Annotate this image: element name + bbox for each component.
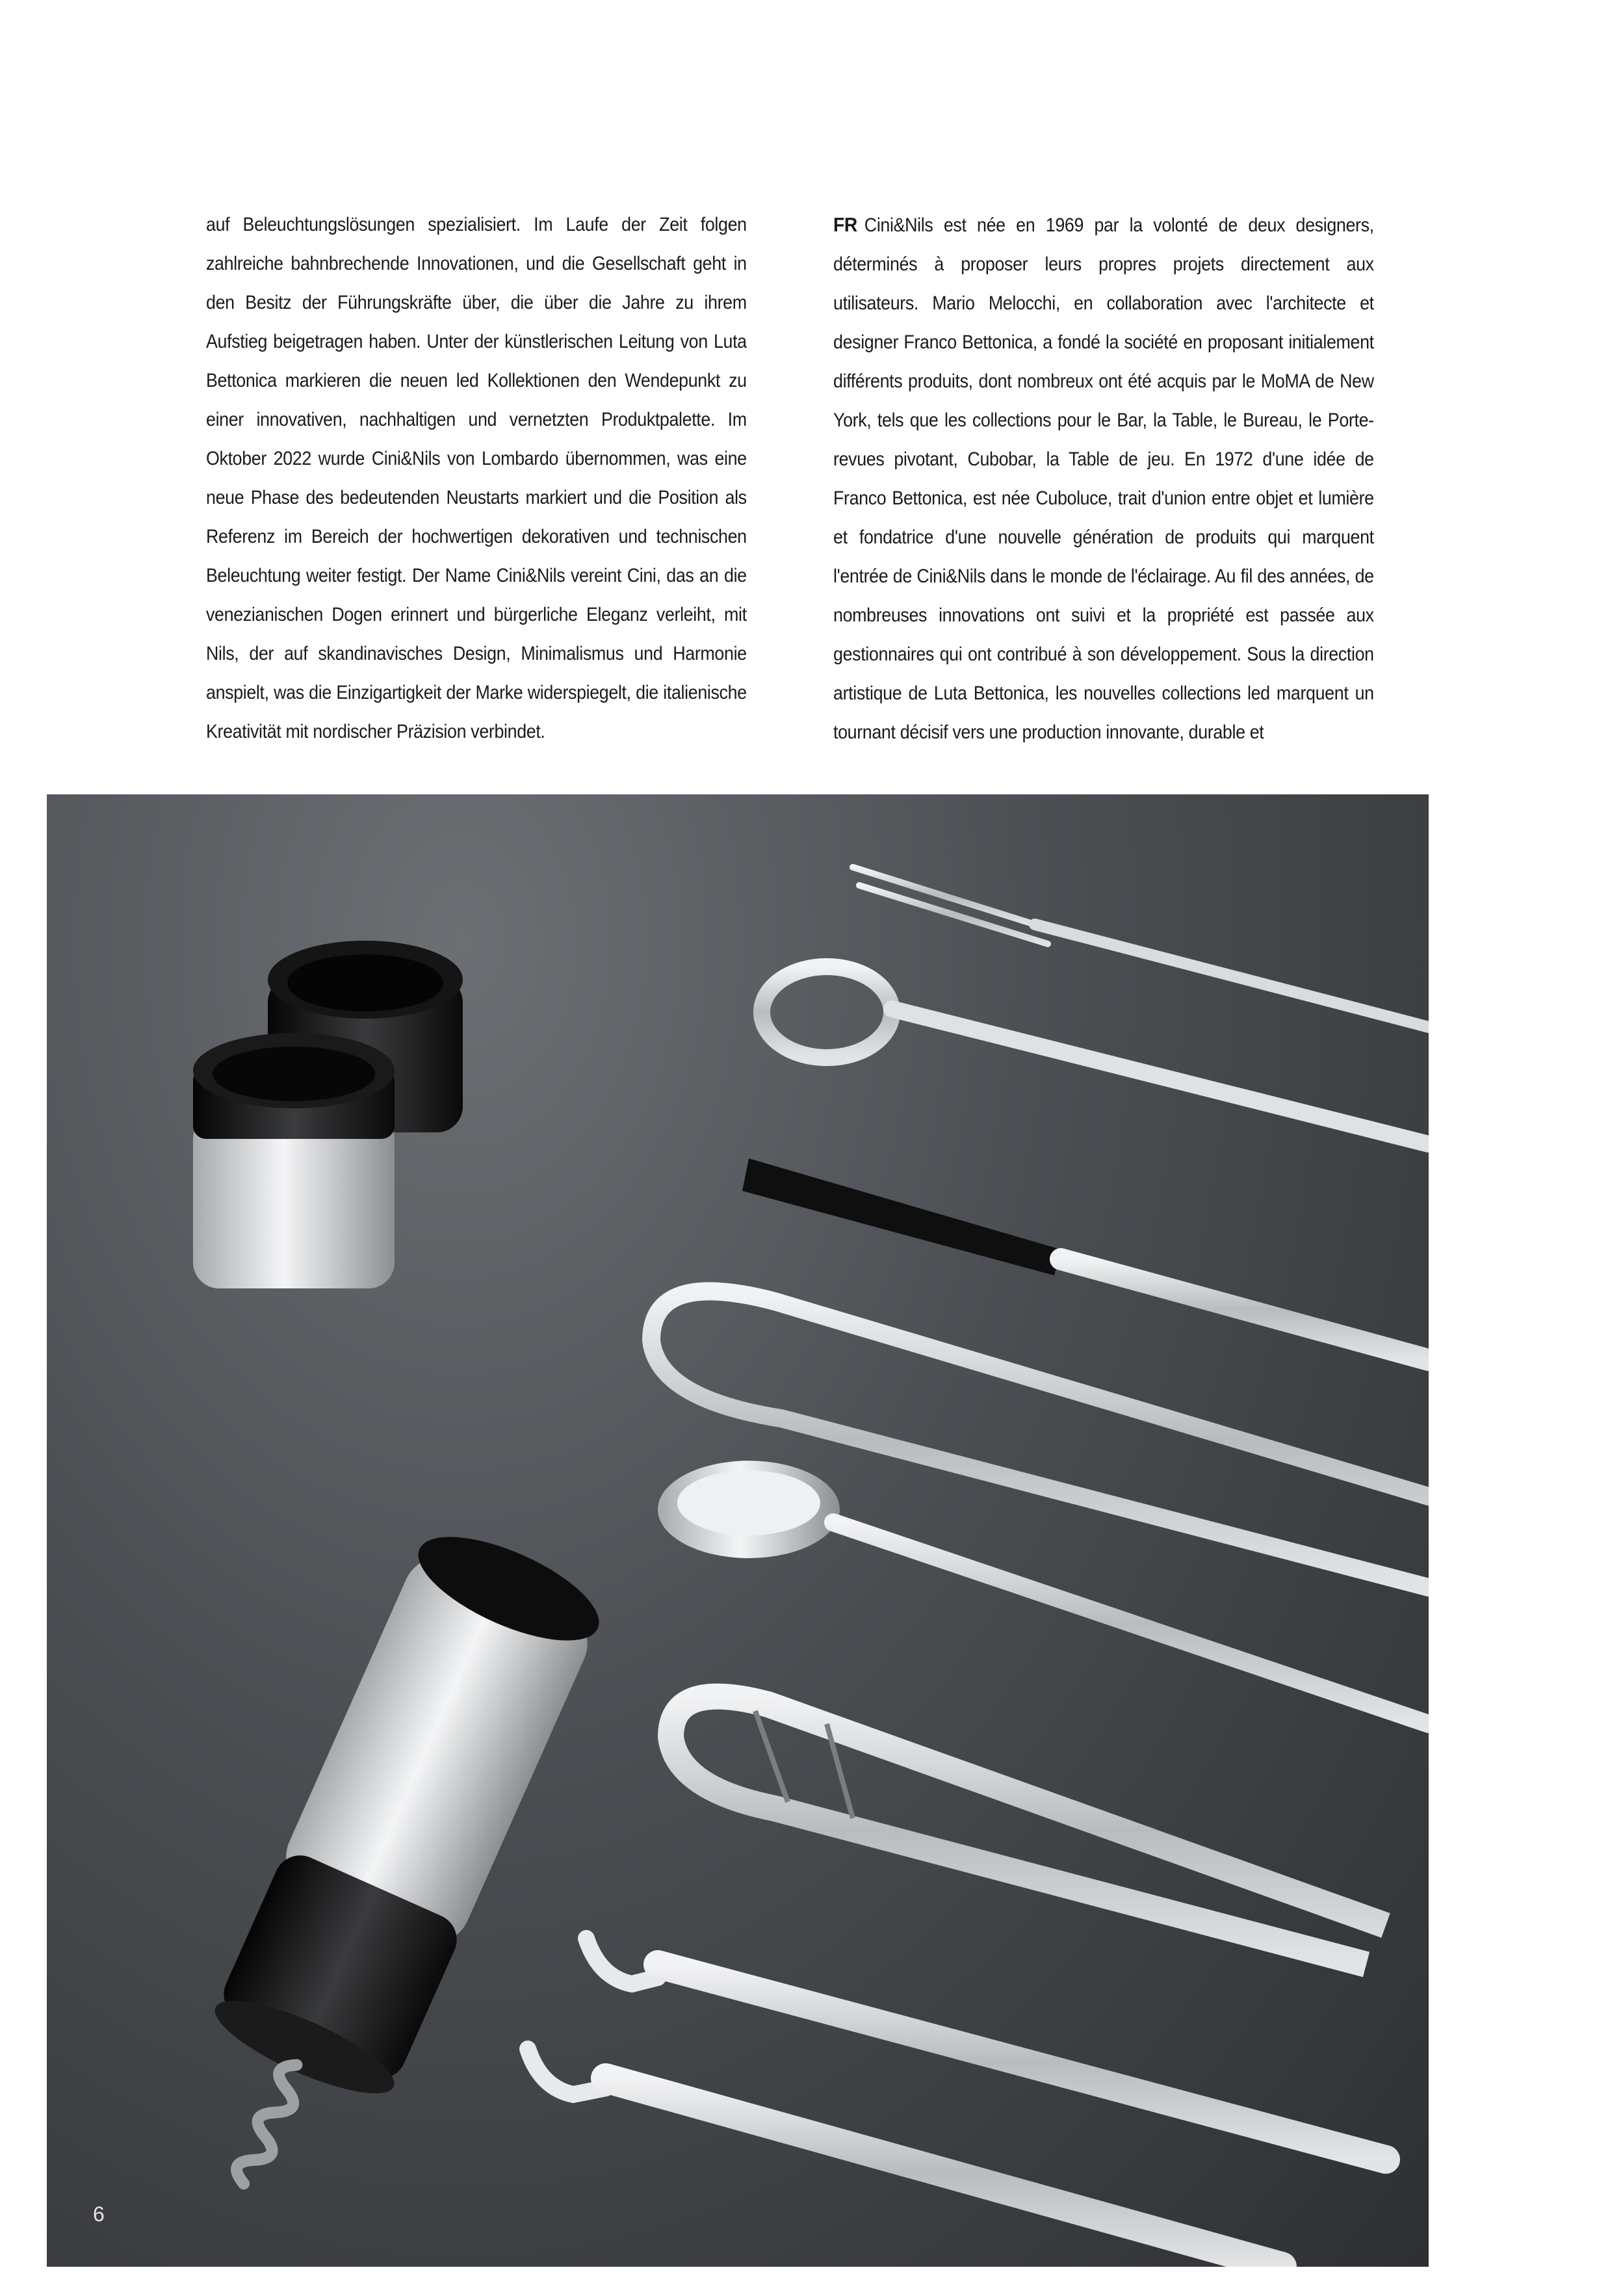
bar-tools-photo — [47, 794, 1429, 2267]
ring-tool — [762, 967, 1429, 1144]
german-paragraph: auf Beleuchtungslösungen spezialisiert. Im Laufe der Zeit folgen zahlreiche bahnbrechende Innovationen, und die Gesellschaft geht in den Besitz der Führungskräfte über, die über die Jahre zu ihrem Aufstieg beigetragen haben. Unter der künstlerischen Leitung von Luta Bettonica markieren die neuen led Kollektionen den Wendepunkt zu einer innovativen, nachhaltigen und vernetzten Produktpalette. Im Oktober 2022 wurde Cini&Nils von Lombardo übernommen, was eine neue Phase des bedeutenden Neustarts markiert und die Position als Referenz im Bereich der hochwertigen dekorativen und technischen Beleuchtung weiter festigt. Der Name Cini&Nils vereint Cini, das an die venezianischen Dogen erinnert und bürgerliche Eleganz verleiht, mit Nils, der auf skandinavisches Design, Minimalismus und Harmonie anspielt, was die Einzigartigkeit der Marke widerspiegelt, die italienische Kreativität mit nordischer Präzision verbindet. — [206, 214, 747, 742]
french-paragraph: Cini&Nils est née en 1969 par la volonté de deux designers, déterminés à proposer leurs propres projets directement aux utilisateurs. Mario Melocchi, en collaboration avec l'architecte et designer Franco Bettonica, a fondé la société en proposant initialement différents produits, dont nombreux ont été acquis par le MoMA de New York, tels que les collections pour le Bar, la Table, le Bureau, le Porte-revues pivotant, Cubobar, la Table de jeu. En 1972 d'une idée de Franco Bettonica, est née Cuboluce, trait d'union entre objet et lumière et fondatrice d'une nouvelle génération de produits qui marquent l'entrée de Cini&Nils dans le monde de l'éclairage. Au fil des années, de nombreuses innovations ont suivi et la propriété est passée aux gestionnaires qui ont contribué à son développement. Sous la direction artistique de Luta Bettonica, les nouvelles collections led marquent un tournant décisif vers une production innovante, durable et — [833, 215, 1374, 743]
corkscrew — [155, 1516, 612, 2224]
page-number: 6 — [93, 2202, 105, 2226]
opener-bar-lower — [528, 2049, 1282, 2267]
german-text-column — [206, 205, 747, 751]
ice-tongs — [671, 1697, 1386, 1964]
language-label-fr: FR — [833, 213, 857, 236]
silver-cup — [193, 1033, 395, 1288]
bar-fork — [853, 867, 1429, 1027]
bar-tools-illustration — [47, 794, 1429, 2267]
french-text-column — [833, 205, 1374, 752]
bar-spoon — [658, 1461, 1429, 1724]
opener-bar-upper — [586, 1938, 1386, 2159]
